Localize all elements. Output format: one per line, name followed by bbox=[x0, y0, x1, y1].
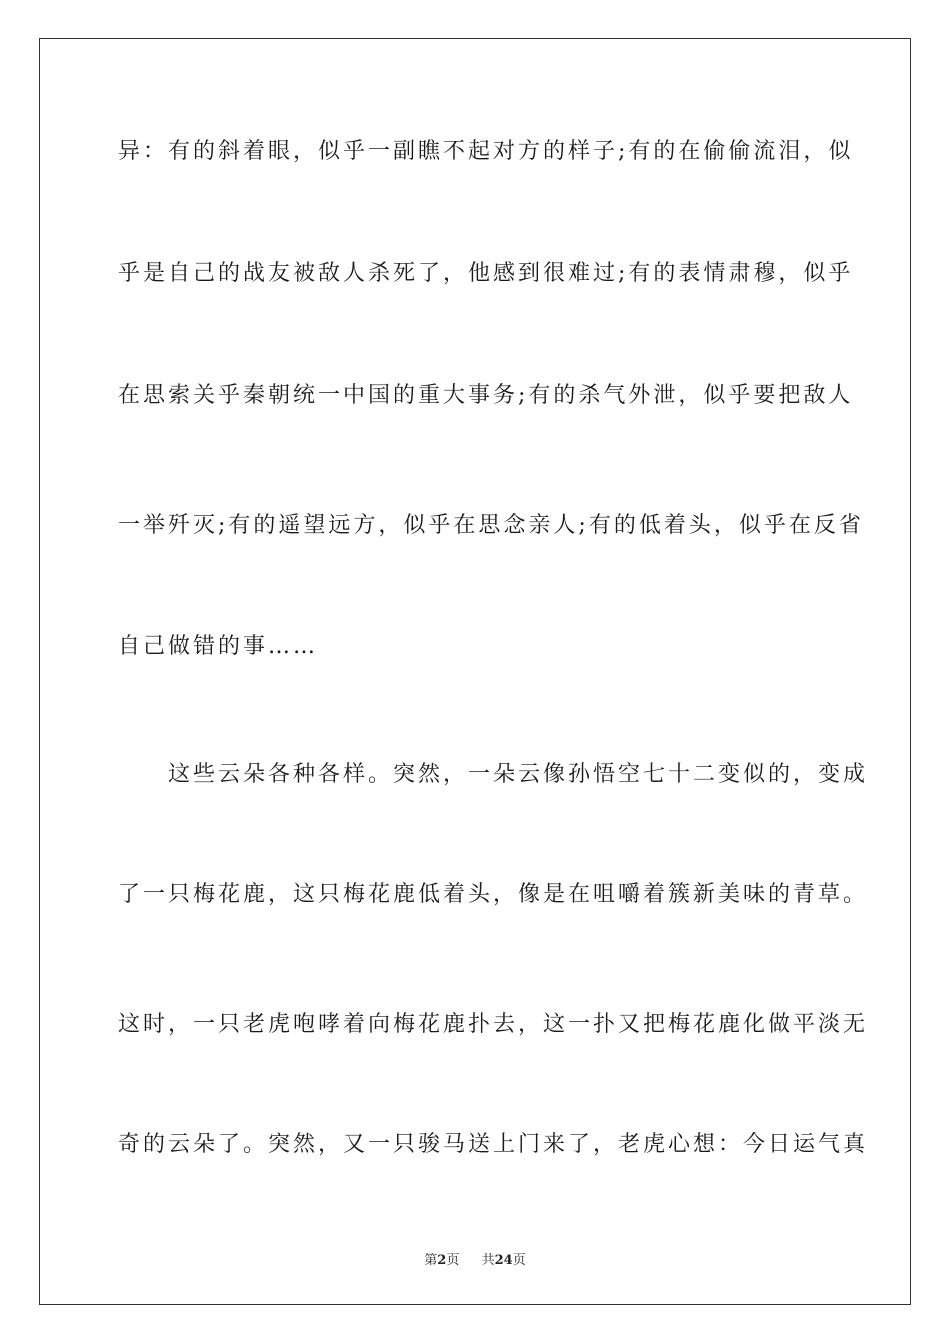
page-footer bbox=[0, 1249, 950, 1268]
body-text-line: 在思索关乎秦朝统一中国的重大事务;有的杀气外泄，似乎要把敌人 bbox=[118, 383, 854, 408]
body-text-line: 这些云朵各种各样。突然，一朵云像孙悟空七十二变似的，变成 bbox=[118, 762, 869, 787]
body-text-line: 这时，一只老虎咆哮着向梅花鹿扑去，这一扑又把梅花鹿化做平淡无 bbox=[118, 1012, 869, 1037]
page-number: 第2页 bbox=[424, 1253, 460, 1268]
body-text-line: 一举歼灭;有的遥望远方，似乎在思念亲人;有的低着头，似乎在反省 bbox=[118, 513, 864, 538]
body-text-line: 异：有的斜着眼，似乎一副瞧不起对方的样子;有的在偷偷流泪，似 bbox=[118, 139, 854, 164]
body-text-line: 了一只梅花鹿，这只梅花鹿低着头，像是在咀嚼着簇新美味的青草。 bbox=[118, 882, 869, 907]
body-text-line: 奇的云朵了。突然，又一只骏马送上门来了，老虎心想：今日运气真 bbox=[118, 1132, 869, 1157]
body-text-line: 乎是自己的战友被敌人杀死了，他感到很难过;有的表情肃穆，似乎 bbox=[118, 261, 854, 286]
body-text-line: 自己做错的事…… bbox=[118, 634, 319, 659]
page-total: 共24页 bbox=[481, 1253, 526, 1268]
page-border bbox=[39, 38, 911, 1305]
